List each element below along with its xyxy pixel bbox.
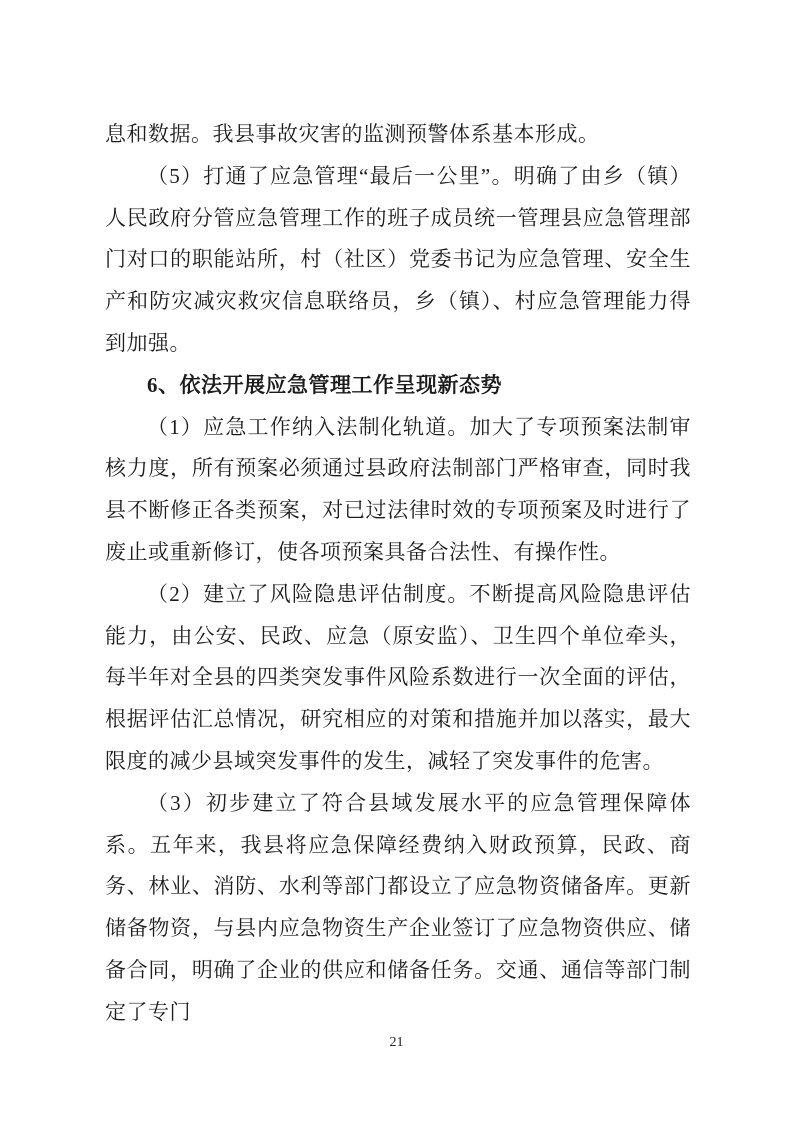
paragraph-item-3: （3）初步建立了符合县域发展水平的应急管理保障体系。五年来，我县将应急保障经费纳入财政预算，民政、商务、林业、消防、水利等部门都设立了应急物资储备库。更新储备物资，与县内应急物资生产企业签订了应急物资供应、储备合同，明确了企业的供应和储备任务。交通、通信等部门制定了专门 [105,790,691,1024]
document-body [105,114,691,1034]
section-heading-6: 6、依法开展应急管理工作呈现新态势 [147,372,502,397]
paragraph-item-2: （2）建立了风险隐患评估制度。不断提高风险隐患评估能力，由公安、民政、应急（原安监）、卫生四个单位牵头，每半年对全县的四类突发事件风险系数进行一次全面的评估，根据评估汇总情况，研究相应的对策和措施并加以落实，最大限度的减少县域突发事件的发生，减轻了突发事件的危害。 [105,581,691,773]
paragraph-item-1: （1）应急工作纳入法制化轨道。加大了专项预案法制审核力度，所有预案必须通过县政府法制部门严格审查，同时我县不断修正各类预案，对已过法律时效的专项预案及时进行了废止或重新修订，使各项预案具备合法性、有操作性。 [105,414,691,564]
page-number: 21 [389,1035,404,1050]
paragraph-item-5: （5）打通了应急管理“最后一公里”。明确了由乡（镇）人民政府分管应急管理工作的班子成员统一管理县应急管理部门对口的职能站所，村（社区）党委书记为应急管理、安全生产和防灾减灾救灾信息联络员，乡（镇）、村应急管理能力得到加强。 [105,163,691,355]
paragraph-continued: 息和数据。我县事故灾害的监测预警体系基本形成。 [105,122,600,146]
